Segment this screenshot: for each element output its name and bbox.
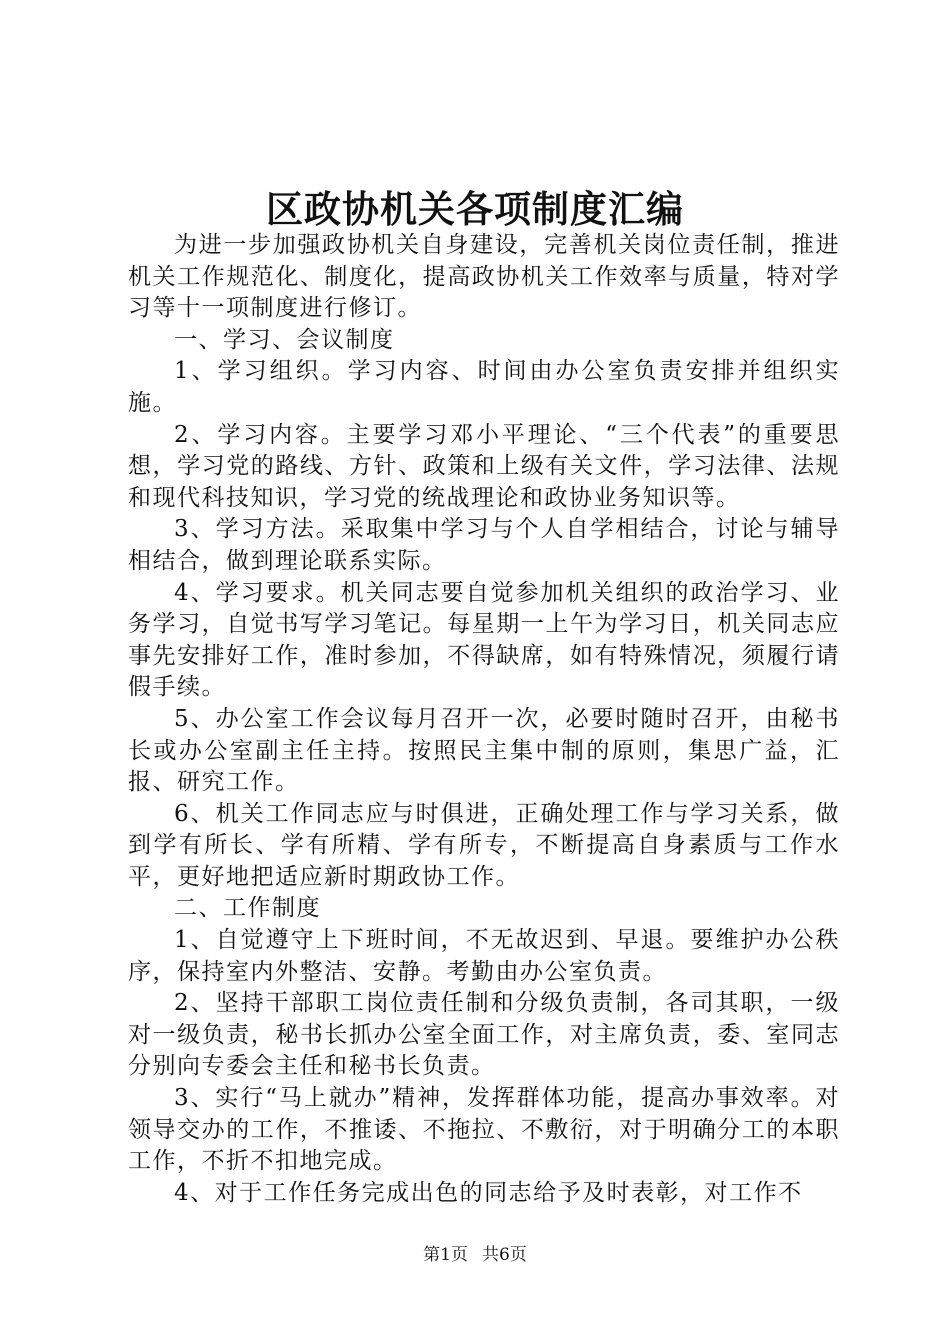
paragraph-working-hours: 1、自觉遵守上下班时间，不无故迟到、早退。要维护办公秩序，保持室内外整洁、安静。考勤由办公室负责。 — [128, 927, 840, 985]
paragraph-study-requirements: 4、学习要求。机关同志要自觉参加机关组织的政治学习、业务学习，自觉书写学习笔记。每星期一上午为学习日，机关同志应事先安排好工作，准时参加，不得缺席，如有特殊情况，须履行请假手续。 — [128, 579, 840, 701]
page-total: 共6页 — [482, 1245, 527, 1265]
document-title: 区政协机关各项制度汇编 — [266, 187, 684, 231]
paragraph-keep-pace: 6、机关工作同志应与时俱进，正确处理工作与学习关系，做到学有所长、学有所精、学有所专，不断提高自身素质与工作水平，更好地把适应新时期政协工作。 — [128, 800, 840, 890]
section-heading-work-rules: 二、工作制度 — [174, 895, 321, 922]
page-number: 第1页 — [423, 1245, 468, 1265]
paragraph-office-meeting: 5、办公室工作会议每月召开一次，必要时随时召开，由秘书长或办公室副主任主持。按照民主集中制的原则，集思广益，汇报、研究工作。 — [128, 705, 840, 796]
page-footer — [0, 1244, 950, 1266]
paragraph-do-it-now: 3、实行“马上就办”精神，发挥群体功能，提高办事效率。对领导交办的工作，不推诿、不拖拉、不敷衍，对于明确分工的本职工作，不折不扣地完成。 — [128, 1085, 840, 1175]
paragraph-study-method: 3、学习方法。采取集中学习与个人自学相结合，讨论与辅导相结合，做到理论联系实际。 — [128, 516, 840, 574]
paragraph-study-organization: 1、学习组织。学习内容、时间由办公室负责安排并组织实施。 — [128, 358, 840, 416]
intro-paragraph: 为进一步加强政协机关自身建设，完善机关岗位责任制，推进机关工作规范化、制度化，提高政协机关工作效率与质量，特对学习等十一项制度进行修订。 — [128, 232, 840, 322]
paragraph-responsibility-system: 2、坚持干部职工岗位责任制和分级负责制，各司其职，一级对一级负责，秘书长抓办公室全面工作，对主席负责，委、室同志分别向专委会主任和秘书长负责。 — [128, 990, 840, 1080]
paragraph-study-content: 2、学习内容。主要学习邓小平理论、“三个代表”的重要思想，学习党的路线、方针、政策和上级有关文件，学习法律、法规和现代科技知识，学习党的统战理论和政协业务知识等。 — [128, 421, 840, 511]
section-heading-study-meeting: 一、学习、会议制度 — [174, 326, 395, 353]
paragraph-commendation: 4、对于工作任务完成出色的同志给予及时表彰，对工作不 — [174, 1179, 803, 1206]
document-body — [128, 230, 840, 1209]
